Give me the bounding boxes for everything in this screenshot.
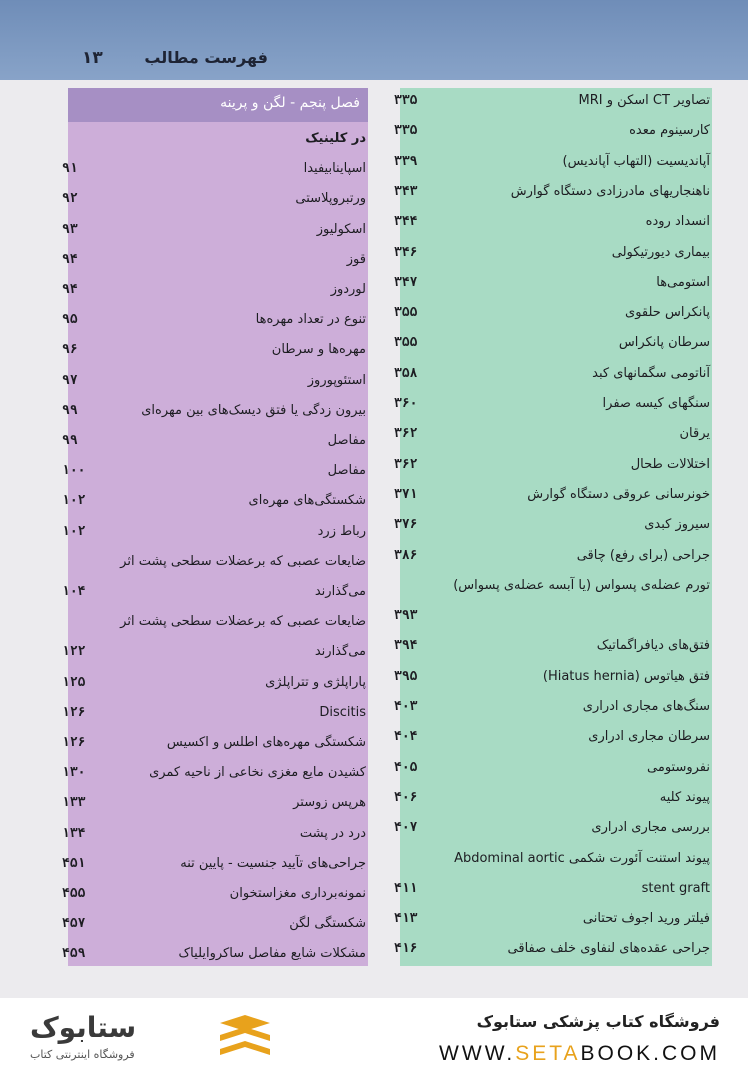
toc-entry-page: ۴۵۱ — [62, 855, 86, 871]
toc-entry-title: مفاصل — [327, 433, 366, 448]
toc-entry — [0, 399, 748, 427]
toc-entry-title: پیوند استنت آئورت شکمی Abdominal aortic — [454, 850, 710, 866]
toc-entry-page: ۴۰۵ — [394, 759, 418, 775]
toc-entry-title: قوز — [346, 251, 366, 267]
toc-entry — [0, 520, 748, 548]
book-stack-icon — [216, 1013, 274, 1069]
toc-entry-title: استئوپوروز — [307, 372, 366, 388]
toc-entry-page: ۹۱ — [62, 161, 78, 177]
toc-entry-title: انسداد روده — [645, 214, 710, 230]
toc-entry — [0, 89, 748, 117]
toc-entry — [0, 640, 748, 668]
toc-entry — [0, 429, 748, 457]
toc-entry — [0, 668, 748, 699]
toc-entry-title: هرپس زوستر — [293, 795, 366, 811]
toc-entry-title: کارسینوم معده — [629, 123, 710, 139]
url-accent: SETA — [515, 1042, 581, 1065]
toc-entry-page: ۴۰۳ — [394, 699, 418, 714]
toc-entry-title: لوردوز — [330, 282, 366, 297]
toc-entry — [0, 187, 748, 215]
toc-entry-page: ۹۳ — [62, 221, 78, 237]
toc-entry-title: سنگهای کیسه صفرا — [602, 396, 710, 411]
toc-entry-title: نفروستومی — [647, 759, 710, 775]
toc-entry-title: بیماری دیورتیکولی — [611, 244, 710, 260]
toc-entry-page: ۴۵۵ — [62, 886, 86, 901]
toc-entry-title: سنگ‌های مجاری ادراری — [582, 699, 710, 714]
toc-entry-title: آپاندیسیت (التهاب آپاندیس) — [562, 153, 710, 169]
toc-entry-title: پاراپلژی و تتراپلژی — [265, 674, 366, 690]
toc-entry-title: ضایعات عصبی که برعضلات سطحی پشت اثر — [120, 553, 366, 569]
toc-entry-page: ۱۲۵ — [62, 674, 86, 690]
toc-entry — [0, 338, 748, 366]
toc-entry-page: ۹۲ — [62, 191, 78, 207]
url-prefix: WWW. — [439, 1042, 516, 1065]
toc-entry-title: سرطان مجاری ادراری — [588, 729, 710, 745]
toc-entry-page: ۴۱۳ — [394, 911, 418, 927]
toc-entry-page: ۱۳۳ — [62, 795, 86, 811]
toc-entry-title: مفاصل — [327, 463, 366, 479]
toc-entry-title: سرطان پانکراس — [618, 335, 710, 351]
toc-entry-title: اسپاینابیفیدا — [303, 161, 366, 177]
toc-entry-page: ۳۹۳ — [394, 608, 418, 624]
toc-entry-page: ۴۰۷ — [394, 820, 418, 836]
toc-entry-page: ۹۹ — [62, 433, 78, 448]
toc-entry-page: ۱۳۴ — [62, 825, 86, 841]
toc-entry-page: ۳۸۶ — [394, 547, 418, 563]
toc-entry — [0, 822, 748, 850]
toc-entry — [0, 308, 748, 336]
toc-entry-page: ۳۵۵ — [394, 305, 418, 321]
toc-entry-title: ورتبروپلاستی — [295, 191, 366, 207]
toc-entry-title: کشیدن مایع مغزی نخاعی از ناحیه کمری — [149, 765, 366, 781]
toc-entry-title: سیروز کبدی — [644, 517, 710, 533]
toc-entry-title: جراحی‌های تآیید جنسیت - پایین تنه — [180, 855, 366, 871]
toc-entry-title: می‌گذارند — [314, 584, 366, 599]
toc-entry-page: ۴۱۱ — [394, 880, 418, 896]
toc-entry — [0, 218, 748, 246]
toc-entry — [0, 731, 748, 759]
toc-entry-title: آناتومی سگمانهای کبد — [592, 365, 710, 381]
toc-entry-title: شکستگی‌های مهره‌ای — [248, 493, 366, 509]
toc-entry-title: شکستگی لگن — [289, 916, 366, 932]
store-logo-subtitle: فروشگاه اینترنتی کتاب — [30, 1048, 135, 1061]
toc-entry — [0, 942, 748, 970]
toc-entry-title: بررسی مجاری ادراری — [591, 820, 710, 836]
toc-entry-title: پانکراس حلقوی — [625, 305, 710, 321]
toc-entry — [0, 127, 748, 155]
toc-entry-page: ۴۵۷ — [62, 916, 86, 932]
toc-entry-page: ۱۳۰ — [62, 765, 86, 781]
section-title: فصل پنجم - لگن و پرینه — [220, 95, 360, 111]
toc-entry — [0, 701, 748, 729]
page-title: فهرست مطالب — [144, 48, 268, 67]
toc-entry — [0, 486, 748, 517]
store-logo: ستابوک — [30, 1011, 137, 1044]
toc-entry-title: استومی‌ها — [656, 274, 710, 290]
toc-entry-title: اسکولیوز — [316, 221, 366, 237]
toc-entry-title: شکستگی مهره‌های اطلس و اکسیس — [166, 735, 366, 750]
toc-entry-page: ۹۴ — [62, 282, 78, 297]
toc-entry — [0, 248, 748, 276]
store-url[interactable] — [439, 1042, 720, 1066]
toc-entry-page: ۱۰۰ — [62, 463, 86, 479]
toc-entry-page: ۳۳۹ — [394, 153, 418, 169]
toc-entry — [0, 852, 748, 880]
toc-entry — [0, 369, 748, 397]
toc-entry-page: ۳۴۶ — [394, 244, 418, 260]
toc-entry-page: ۳۷۱ — [394, 486, 418, 502]
page-number: ۱۳ — [82, 48, 103, 68]
toc-entry-title: رباط زرد — [317, 523, 366, 539]
toc-entry-page: ۴۰۶ — [394, 789, 418, 805]
toc-entry — [0, 278, 748, 306]
toc-entry-page: ۱۲۶ — [62, 735, 86, 750]
toc-entry-title: بیرون زدگی یا فتق دیسک‌های بین مهره‌ای — [141, 402, 366, 418]
toc-entry-page: ۱۰۴ — [62, 584, 86, 599]
toc-entry-title: خونرسانی عروقی دستگاه گوارش — [527, 486, 710, 502]
toc-entry-page: ۳۵۸ — [394, 365, 418, 381]
toc-entry-title: اختلالات طحال — [630, 456, 710, 472]
store-name: فروشگاه کتاب پزشکی ستابوک — [476, 1012, 720, 1031]
toc-entry-page: ۳۶۰ — [394, 396, 418, 411]
url-suffix: BOOK.COM — [580, 1042, 720, 1065]
toc-entry-page: ۹۴ — [62, 251, 78, 267]
toc-entry-title: فتق هیاتوس (Hiatus hernia) — [542, 668, 710, 684]
toc-entry-page: ۹۵ — [62, 312, 78, 328]
toc-entry-title: می‌گذارند — [314, 644, 366, 660]
toc-entry-page: ۴۵۹ — [62, 946, 86, 962]
toc-entry-page: ۳۴۷ — [394, 274, 418, 290]
toc-entry-title: تورم عضله‌ی پسواس (یا آبسه عضله‌ی پسواس) — [453, 577, 710, 593]
toc-entry — [0, 610, 748, 638]
toc-entry — [0, 456, 748, 487]
toc-entry-page: ۳۶۲ — [394, 426, 418, 442]
toc-entry-page: ۳۹۵ — [394, 668, 418, 684]
toc-entry-page: ۳۳۵ — [394, 93, 418, 108]
toc-entry-title: در کلینیک — [305, 131, 366, 146]
toc-entry-title: فتق‌های دیافراگماتیک — [596, 638, 710, 654]
toc-entry-title: جراحی (برای رفع) چاقی — [576, 547, 710, 563]
toc-entry-page: ۳۶۲ — [394, 456, 418, 472]
toc-entry-page: ۳۴۳ — [394, 183, 418, 199]
toc-entry — [0, 912, 748, 940]
toc-entry-page: ۳۹۴ — [394, 638, 418, 654]
toc-entry — [0, 791, 748, 819]
toc-entry-page: ۴۰۴ — [394, 729, 418, 745]
toc-entry-title: فیلتر ورید اجوف تحتانی — [582, 911, 710, 927]
toc-entry-title: جراحی عقده‌های لنفاوی خلف صفاقی — [507, 941, 710, 957]
toc-entry — [0, 761, 748, 789]
toc-entry-title: تنوع در تعداد مهره‌ها — [255, 312, 366, 328]
toc-entry-page: ۹۹ — [62, 402, 78, 418]
toc-entry-title: stent graft — [641, 880, 710, 896]
toc-entry-page: ۹۷ — [62, 372, 78, 388]
toc-entry — [0, 882, 748, 910]
toc-entry-page: ۳۷۶ — [394, 517, 418, 533]
toc-entry-page: ۳۴۴ — [394, 214, 418, 230]
toc-entry — [0, 547, 748, 578]
toc-entry-title: مشکلات شایع مفاصل ساکروایلیاک — [178, 946, 366, 962]
toc-entry-page: ۳۳۵ — [394, 123, 418, 139]
toc-entry-page: ۹۶ — [62, 342, 78, 358]
page-header-bar — [0, 0, 748, 80]
toc-entry-title: یرقان — [679, 426, 710, 442]
toc-entry-title: پیوند کلیه — [659, 789, 710, 805]
toc-entry-title: نمونه‌برداری مغزاستخوان — [229, 886, 366, 901]
toc-entry-title: ناهنجاریهای مادرزادی دستگاه گوارش — [510, 183, 710, 199]
toc-entry-page: ۴۱۶ — [394, 941, 418, 957]
toc-entry-title: تصاویر CT اسکن و MRI — [578, 93, 710, 108]
toc-entry-page: ۱۲۶ — [62, 704, 86, 720]
toc-entry-page: ۳۵۵ — [394, 335, 418, 351]
toc-entry-page: ۱۰۲ — [62, 523, 86, 539]
toc-entry-title: مهره‌ها و سرطان — [271, 342, 366, 358]
toc-entry — [0, 577, 748, 608]
toc-entry — [0, 157, 748, 185]
toc-entry-title: ضایعات عصبی که برعضلات سطحی پشت اثر — [120, 614, 366, 630]
toc-entry-title: درد در پشت — [299, 825, 366, 841]
toc-entry-page: ۱۲۲ — [62, 644, 86, 660]
toc-entry-title: Discitis — [319, 704, 366, 720]
toc-entry-page: ۱۰۲ — [62, 493, 86, 509]
